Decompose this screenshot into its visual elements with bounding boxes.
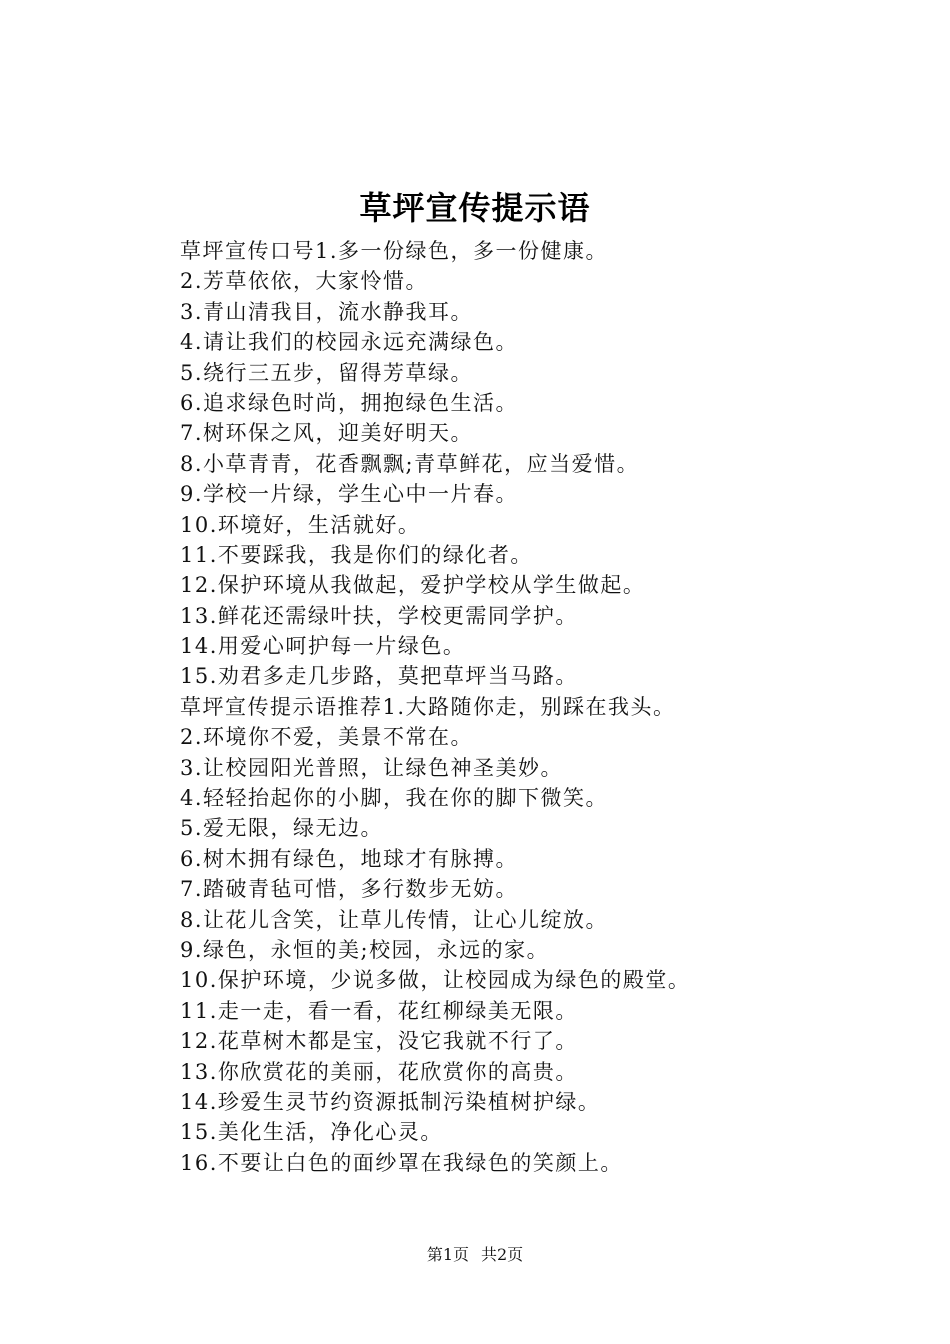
page-footer (0, 1240, 950, 1270)
slogan-line: 15.美化生活，净化心灵。 (180, 1120, 443, 1145)
slogan-line: 3.青山清我目，流水静我耳。 (180, 299, 474, 324)
page-number: 第1页 (426, 1245, 469, 1264)
slogan-line: 11.走一走，看一看，花红柳绿美无限。 (180, 998, 578, 1023)
slogan-line: 14.用爱心呵护每一片绿色。 (180, 634, 466, 659)
slogan-line: 9.绿色，永恒的美;校园，永远的家。 (180, 937, 550, 962)
slogan-line: 2.环境你不爱，美景不常在。 (180, 725, 474, 750)
slogan-line: 2.芳草依依，大家怜惜。 (180, 269, 429, 294)
slogan-line: 9.学校一片绿，学生心中一片春。 (180, 482, 519, 507)
slogan-line: 13.你欣赏花的美丽，花欣赏你的高贵。 (180, 1059, 578, 1084)
slogan-line: 8.小草青青，花香飘飘;青草鲜花，应当爱惜。 (180, 451, 640, 476)
slogan-line: 14.珍爱生灵节约资源抵制污染植树护绿。 (180, 1089, 601, 1114)
document-title: 草坪宣传提示语 (359, 189, 591, 227)
slogan-line: 6.追求绿色时尚，拥抱绿色生活。 (180, 390, 519, 415)
slogan-line: 8.让花儿含笑，让草儿传情，让心儿绽放。 (180, 907, 609, 932)
slogan-line: 10.保护环境，少说多做，让校园成为绿色的殿堂。 (180, 968, 691, 993)
slogan-line: 10.环境好，生活就好。 (180, 512, 421, 537)
slogan-line: 16.不要让白色的面纱罩在我绿色的笑颜上。 (180, 1150, 623, 1175)
slogan-line: 13.鲜花还需绿叶扶，学校更需同学护。 (180, 603, 578, 628)
slogan-line: 15.劝君多走几步路，莫把草坪当马路。 (180, 664, 578, 689)
slogan-line: 草坪宣传提示语推荐1.大路随你走，别踩在我头。 (180, 694, 676, 719)
slogan-line: 12.保护环境从我做起，爱护学校从学生做起。 (180, 573, 646, 598)
slogan-line: 5.爱无限，绿无边。 (180, 816, 384, 841)
slogan-line: 7.树环保之风，迎美好明天。 (180, 421, 474, 446)
page-total: 共2页 (481, 1245, 524, 1264)
slogan-line: 6.树木拥有绿色，地球才有脉搏。 (180, 846, 519, 871)
slogan-line: 5.绕行三五步，留得芳草绿。 (180, 360, 474, 385)
slogan-line: 4.请让我们的校园永远充满绿色。 (180, 330, 519, 355)
slogan-line: 7.踏破青毡可惜，多行数步无妨。 (180, 877, 519, 902)
slogan-line: 11.不要踩我，我是你们的绿化者。 (180, 542, 533, 567)
slogan-list (180, 236, 800, 1178)
slogan-line: 12.花草树木都是宝，没它我就不行了。 (180, 1029, 578, 1054)
slogan-line: 3.让校园阳光普照，让绿色神圣美妙。 (180, 755, 564, 780)
slogan-line: 4.轻轻抬起你的小脚，我在你的脚下微笑。 (180, 786, 609, 811)
slogan-line: 草坪宣传口号1.多一份绿色，多一份健康。 (180, 239, 609, 263)
